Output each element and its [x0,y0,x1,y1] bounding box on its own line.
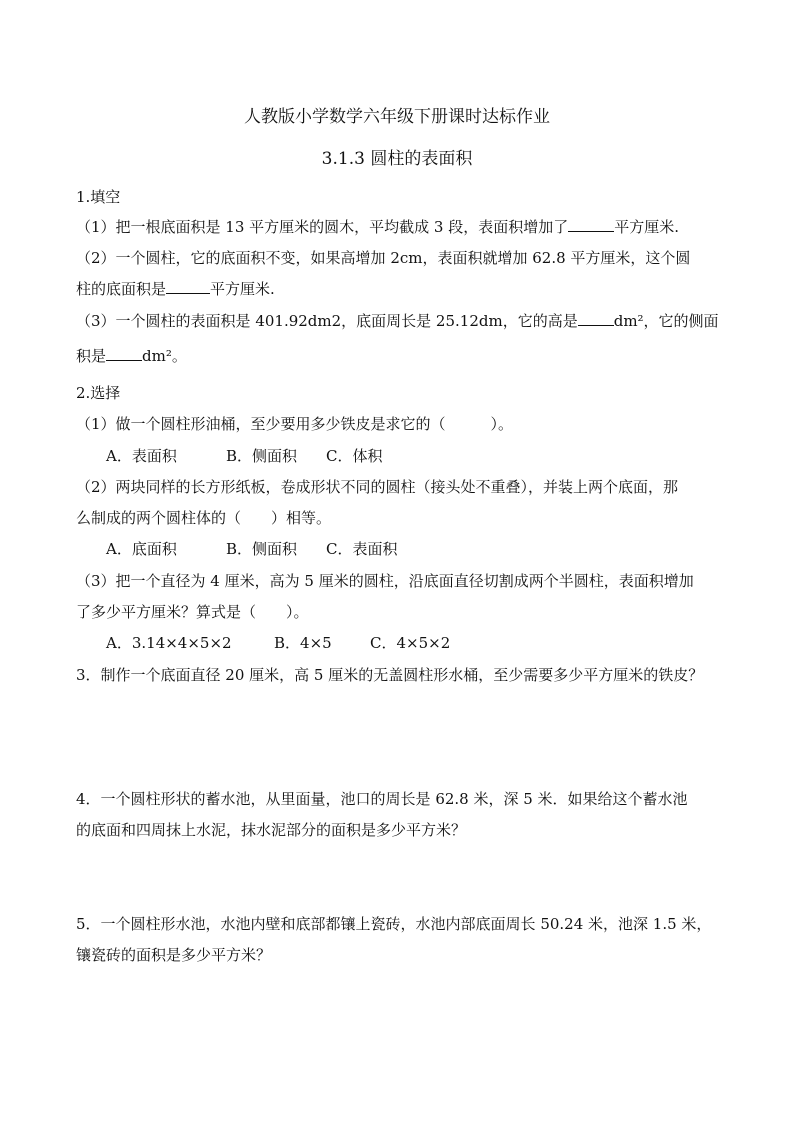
q2-item-1-options [106,446,382,466]
option-a[interactable]: A．3.14×4×5×2 [106,634,232,652]
q2-item-3-line-2: 了多少平方厘米？算式是（ ）。 [76,603,309,621]
q2-item-3-line-1: （3）把一个直径为 4 厘米，高为 5 厘米的圆柱，沿底面直径切割成两个半圆柱，表面积增加 [76,572,694,590]
option-a[interactable]: A．表面积 [106,447,177,465]
q2-heading: 2.选择 [76,384,121,402]
q1-item-3-text-2: 积是 [76,347,107,365]
q1-heading: 1.填空 [76,188,121,206]
q2-item-2-options [106,539,397,559]
answer-blank[interactable] [568,217,614,232]
q5-line-1: 5．一个圆柱形水池，水池内壁和底部都镶上瓷砖，水池内部底面周长 50.24 米，池深 1.5 米， [76,915,712,933]
q1-item-3-mid: dm²，它的侧面 [613,312,719,330]
option-c[interactable]: C．体积 [326,447,383,465]
q2-item-2-line-2: 么制成的两个圆柱体的（ ）相等。 [76,509,332,527]
q1-item-1-unit: 平方厘米. [614,218,680,236]
q1-item-3-unit: dm²。 [142,347,187,365]
option-b[interactable]: B．侧面积 [226,447,298,465]
q1-item-2-line-1: （2）一个圆柱，它的底面积不变，如果高增加 2cm，表面积就增加 62.8 平方厘米，这个圆 [76,249,691,267]
q1-item-3-text: （3）一个圆柱的表面积是 401.92dm2，底面周长是 25.12dm，它的高是 [76,312,578,330]
answer-blank[interactable] [166,279,210,294]
q2-item-2-line-1: （2）两块同样的长方形纸板，卷成形状不同的圆柱（接头处不重叠），并装上两个底面，那 [76,478,679,496]
q5-line-2: 镶瓷砖的面积是多少平方米？ [76,946,272,964]
q2-item-3-options [106,633,450,653]
q1-item-3-line-2 [76,346,187,366]
section-subtitle: 3.1.3 圆柱的表面积 [321,149,473,169]
option-a[interactable]: A．底面积 [106,540,177,558]
q1-item-1 [76,217,679,237]
q1-item-2-unit: 平方厘米. [210,280,275,298]
answer-blank[interactable] [578,311,614,326]
q1-item-2-text: 柱的底面积是 [76,280,167,298]
q1-item-3-line-1 [76,311,719,331]
q1-item-2-line-2 [76,279,275,299]
q2-item-1: （1）做一个圆柱形油桶，至少要用多少铁皮是求它的（ ）。 [76,415,514,433]
q4-line-1: 4．一个圆柱形状的蓄水池，从里面量，池口的周长是 62.8 米，深 5 米．如果给这个蓄水池 [76,790,688,808]
option-b[interactable]: B．侧面积 [226,540,298,558]
q4-line-2: 的底面和四周抹上水泥，抹水泥部分的面积是多少平方米？ [76,821,467,839]
answer-blank[interactable] [106,346,142,361]
page-title: 人教版小学数学六年级下册课时达标作业 [244,107,550,127]
q1-item-1-text: （1）把一根底面积是 13 平方厘米的圆木，平均截成 3 段，表面积增加了 [76,218,569,236]
option-c[interactable]: C．表面积 [326,540,398,558]
option-b[interactable]: B．4×5 [274,634,332,652]
option-c[interactable]: C．4×5×2 [370,634,451,652]
q3-text: 3．制作一个底面直径 20 厘米，高 5 厘米的无盖圆柱形水桶，至少需要多少平方厘米的铁皮？ [76,666,704,684]
